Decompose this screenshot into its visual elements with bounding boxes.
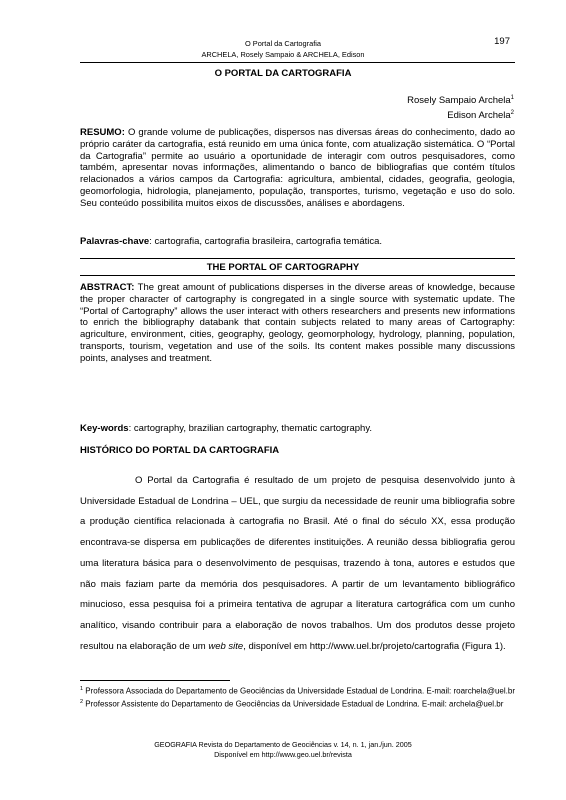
- footnote-rule: [80, 680, 230, 681]
- body-text-2: , disponível em http://www.uel.br/projeto/cartografia (Figura 1).: [243, 640, 506, 652]
- keywords: [80, 423, 515, 435]
- palavras-chave-label: Palavras-chave: [80, 236, 150, 247]
- resumo-text: O grande volume de publicações, dispersos nas diversas áreas do conhecimento, dado ao próprio caráter da cartografia, está reunido em uma única fonte, com atualização sistemática. O “Portal da Cartografia” permite ao usuário a oportunidade de interagir com outros pesquisadores, como também, apresentar novas informações, alimentando o banco de bibliografias que contém títulos relacionados a vários campos da Cartografia: agricultura, ambiental, cidades, geografia, geologia, geomorfologia, hidrologia, planejamento, população, transportes, turismo, vegetação e uso do solo. Seu conteúdo possibilita muitos eixos de discussões, análises e abordagens.: [80, 127, 515, 209]
- footnote-text: Professora Associada do Departamento de Geociências da Universidade Estadual de Londrina. E-mail: roarchela@uel.br: [83, 686, 515, 696]
- footnote-text: Professor Assistente do Departamento de Geociências da Universidade Estadual de Londrina. E-mail: archela@uel.br: [83, 699, 504, 709]
- abstract-text: The great amount of publications disperses in the diverse areas of knowledge, because the proper character of cartography is congregated in a single source with systematic update. The “Portal of Cartography” allows the user interact with others researchers and presents new informations to enrich the bibliography databank that contain subjects related to many areas of Cartography: agriculture, environment, cities, geography, geology, geomorphology, hydrology, planning, population, transports, tourism, vegetation and use of the soils. Its content makes possible many discussions points, analyses and treatment.: [80, 282, 515, 364]
- keywords-label: Key-words: [80, 423, 129, 434]
- page-footer: [0, 740, 566, 760]
- page-number: 197: [494, 36, 510, 47]
- divider-bottom: [80, 275, 515, 276]
- author-footnote-mark: 1: [510, 95, 514, 101]
- author-name: Rosely Sampaio Archela: [407, 95, 511, 107]
- running-header: [0, 38, 566, 60]
- palavras-chave: [80, 236, 515, 248]
- author-2: [407, 107, 514, 122]
- abstract-paragraph: [80, 282, 515, 365]
- body-paragraph: [80, 471, 515, 657]
- footer-journal: GEOGRAFIA Revista do Departamento de Geociências v. 14, n. 1, jan./jun. 2005: [154, 740, 412, 749]
- abstract-label: ABSTRACT:: [80, 282, 135, 293]
- resumo-label: RESUMO:: [80, 127, 125, 138]
- footnote-2: [80, 697, 515, 710]
- author-footnote-mark: 2: [510, 110, 514, 117]
- keywords-text: : cartography, brazilian cartography, thematic cartography.: [128, 423, 373, 434]
- header-rule: [80, 62, 515, 63]
- header-authors: ARCHELA, Rosely Sampaio & ARCHELA, Edison: [201, 50, 365, 59]
- article-title: O PORTAL DA CARTOGRAFIA: [214, 68, 352, 79]
- body-text-1: O Portal da Cartografia é resultado de um projeto de pesquisa desenvolvido junto à Universidade Estadual de Londrina – UEL, que surgiu da necessidade de reunir uma bibliografia sobre a produção científica relacionada à cartografia no Brasil. Até o final do século XX, essa produção encontrava-se dispersa em publicações de diferentes instituições. A reunião dessa bibliografia gerou uma literatura básica para o desenvolvimento de pesquisas, trazendo à tona, autores e estudos que não mais faziam parte da memória dos pesquisadores. A partir de um levantamento bibliográfico minucioso, essa pesquisa foi a primeira tentativa de agrupar a literatura cartográfica com um cunho analítico, visando contribuir para a elaboração de novos trabalhos. Um dos produtos desse projeto resultou na elaboração de um: [80, 475, 515, 652]
- footnote-mark: 2: [80, 698, 84, 705]
- author-list: [407, 92, 514, 122]
- footnote-mark: 1: [80, 686, 84, 692]
- resumo-paragraph: [80, 127, 515, 210]
- footer-url: Disponível em http://www.geo.uel.br/revista: [214, 750, 352, 759]
- divider-top: [80, 258, 515, 259]
- author-1: [407, 92, 514, 107]
- footnotes: [80, 684, 515, 709]
- palavras-chave-text: : cartografia, cartografia brasileira, cartografia temática.: [149, 236, 383, 247]
- section-heading: HISTÓRICO DO PORTAL DA CARTOGRAFIA: [80, 445, 280, 456]
- footnote-1: [80, 684, 515, 697]
- body-italic-term: web site: [208, 640, 244, 652]
- article-title-english: THE PORTAL OF CARTOGRAPHY: [206, 262, 360, 273]
- author-name: Edison Archela: [447, 110, 511, 122]
- header-journal-title: O Portal da Cartografia: [245, 39, 321, 48]
